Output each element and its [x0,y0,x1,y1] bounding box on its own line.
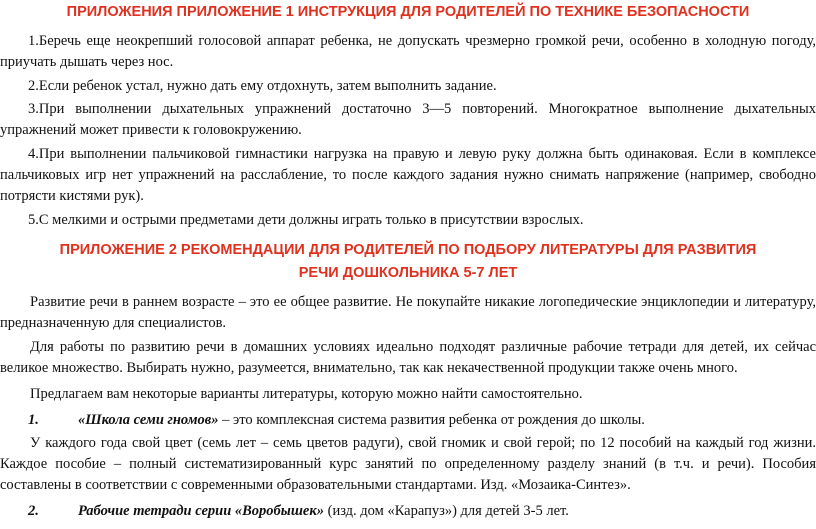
book-title: «Школа семи гномов» [78,412,219,428]
section2-heading-line1: ПРИЛОЖЕНИЕ 2 РЕКОМЕНДАЦИИ ДЛЯ РОДИТЕЛЕЙ ПО ПОДБОРУ ЛИТЕРАТУРЫ ДЛЯ РАЗВИТИЯ [59,242,757,258]
list-number: 2. [28,503,39,519]
instruction-item-4: 4.При выполнении пальчиковой гимнастики нагрузка на правую и левую руку должна быть одинаковая. Если в комплексе пальчиковых игр нет упражнений на расслабление, то после каждого задания нужно снимать напряжение (например, свободно потрясти кистями рук). [0,146,816,204]
section2-heading-line2: РЕЧИ ДОШКОЛЬНИКА 5-7 ЛЕТ [298,265,518,281]
safety-instructions [0,31,816,231]
list-number: 1. [28,412,39,428]
instruction-item-1: 1.Беречь еще неокрепший голосовой аппарат ребенка, не допускать чрезмерно громкой речи, особенно в холодную погоду, приучать дышать через нос. [0,33,816,70]
book-title: Рабочие тетради серии «Воробышек» [78,503,324,519]
book-description: – это комплексная система развития ребенка от рождения до школы. [218,412,645,428]
list-item [0,410,816,431]
item-1-description: У каждого года свой цвет (семь лет – семь цветов радуги), свой гномик и свой герой; по 12 пособий на каждый год жизни. Каждое пособие – полный систематизированный курс занятий по определенному разделу знаний (в т.ч. и речи). Пособия составлены в соответствии с современными образовательными стандартами. Изд. «Мозаика-Синтез». [0,435,816,493]
book-description: (изд. дом «Карапуз») для детей 3-5 лет. [323,503,569,519]
literature-recommendations [0,292,816,522]
paragraph-3: Предлагаем вам некоторые варианты литературы, которую можно найти самостоятельно. [30,386,583,402]
list-item [0,501,816,522]
instruction-item-2: 2.Если ребенок устал, нужно дать ему отдохнуть, затем выполнить задание. [28,78,497,94]
paragraph-1: Развитие речи в раннем возрасте – это ее общее развитие. Не покупайте никакие логопедические энциклопедии и литературу, предназначенную для специалистов. [0,294,816,331]
section1-heading: ПРИЛОЖЕНИЯ ПРИЛОЖЕНИЕ 1 ИНСТРУКЦИЯ ДЛЯ РОДИТЕЛЕЙ ПО ТЕХНИКЕ БЕЗОПАСНОСТИ [66,4,750,20]
instruction-item-5: 5.С мелкими и острыми предметами дети должны играть только в присутствии взрослых. [28,212,584,228]
instruction-item-3: 3.При выполнении дыхательных упражнений достаточно 3—5 повторений. Многократное выполнение дыхательных упражнений может привести к головокружению. [0,101,816,138]
paragraph-2: Для работы по развитию речи в домашних условиях идеально подходят различные рабочие тетради для детей, их сейчас великое множество. Выбирать нужно, разумеется, внимательно, так как некачественной продукции также очень много. [0,339,816,376]
